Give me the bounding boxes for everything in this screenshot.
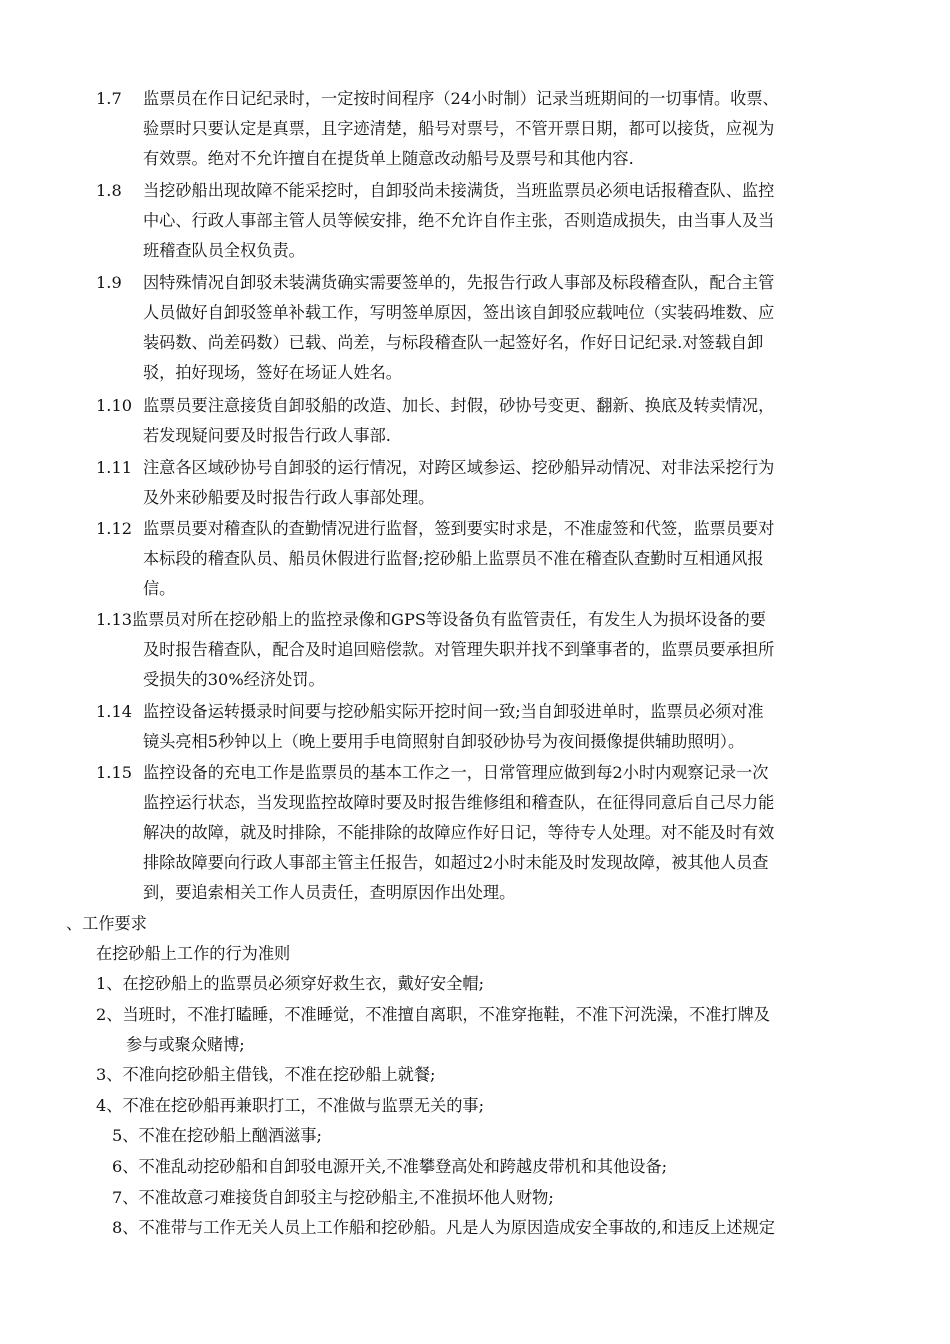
rule-line: 1、在挖砂船上的监票员必须穿好救生衣，戴好安全帽; [96, 974, 485, 993]
item-text-line: 监票员要对稽查队的查勤情况进行监督，签到要实时求是，不准虚签和代签，监票员要对 [143, 519, 775, 538]
item-number: 1.10 [96, 396, 133, 415]
item-text-line: 人员做好自卸驳签单补载工作，写明签单原因，签出该自卸驳应载吨位（实装码堆数、应 [143, 303, 775, 322]
item-text-line: 监控设备运转摄录时间要与挖砂船实际开挖时间一致;当自卸驳进单时，监票员必须对准 [143, 702, 764, 721]
item-text-line: 镜头亮相5秒钟以上（晚上要用手电筒照射自卸驳砂协号为夜间摄像提供辅助照明）。 [143, 732, 745, 751]
item-text-line: 监票员在作日记纪录时，一定按时间程序（24小时制）记录当班期间的一切事情。收票、 [143, 89, 779, 108]
rule-line: 3、不准向挖砂船主借钱，不准在挖砂船上就餐; [96, 1065, 436, 1084]
item-text-line: 有效票。绝对不允许擅自在提货单上随意改动船号及票号和其他内容. [143, 149, 634, 168]
rule-line: 6、不准乱动挖砂船和自卸驳电源开关,不准攀登高处和跨越皮带机和其他设备; [112, 1157, 668, 1176]
section-heading: 、工作要求 [66, 914, 147, 933]
rule-line: 4、不准在挖砂船再兼职打工，不准做与监票无关的事; [96, 1096, 485, 1115]
item-text-line: 驳，拍好现场，签好在场证人姓名。 [143, 363, 402, 382]
item-number: 1.11 [96, 458, 133, 477]
section-subheading: 在挖砂船上工作的行为准则 [96, 944, 291, 963]
item-text-line: 装码数、尚差码数）已载、尚差，与标段稽查队一起签好名，作好日记纪录.对签载自卸 [143, 333, 764, 352]
item-text-line: 监票员要注意接货自卸驳船的改造、加长、封假，砂协号变更、翻新、换底及转卖情况， [143, 396, 775, 415]
item-number: 1.12 [96, 519, 133, 538]
item-number: 1.7 [96, 89, 122, 108]
item-number: 1.8 [96, 181, 122, 200]
item-text-line: 若发现疑问要及时报告行政人事部. [143, 426, 391, 445]
item-first-line: 1.13监票员对所在挖砂船上的监控录像和GPS等设备负有监管责任，有发生人为损坏设备的要 [96, 610, 766, 629]
item-number: 1.9 [96, 273, 122, 292]
item-text-line: 监控运行状态，当发现监控故障时要及时报告维修组和稽查队，在征得同意后自己尽力能 [143, 793, 775, 812]
item-text-line: 监控设备的充电工作是监票员的基本工作之一，日常管理应做到每2小时内观察记录一次 [143, 763, 769, 782]
item-text-line: 注意各区域砂协号自卸驳的运行情况，对跨区域参运、挖砂船异动情况、对非法采挖行为 [143, 458, 775, 477]
item-text-line: 本标段的稽查队员、船员休假进行监督;挖砂船上监票员不准在稽查队查勤时互相通风报 [143, 549, 764, 568]
item-text-line: 解决的故障，就及时排除，不能排除的故障应作好日记，等待专人处理。对不能及时有效 [143, 823, 775, 842]
item-text-line: 排除故障要向行政人事部主管主任报告，如超过2小时未能及时发现故障，被其他人员查 [143, 853, 769, 872]
item-text-line: 当挖砂船出现故障不能采挖时，自卸驳尚未接满货，当班监票员必须电话报稽查队、监控 [143, 181, 775, 200]
rule-line: 8、不准带与工作无关人员上工作船和挖砂船。凡是人为原因造成安全事故的,和违反上述规定 [112, 1218, 775, 1237]
rule-line: 5、不准在挖砂船上酗酒滋事; [112, 1126, 323, 1145]
item-text-line: 到，要追索相关工作人员责任，查明原因作出处理。 [143, 883, 516, 902]
item-number: 1.15 [96, 763, 133, 782]
item-number: 1.14 [96, 702, 133, 721]
item-text-line: 信。 [143, 579, 176, 598]
item-text-line: 中心、行政人事部主管人员等候安排，绝不允许自作主张，否则造成损失，由当事人及当 [143, 211, 775, 230]
item-text-line: 受损失的30%经济处罚。 [143, 670, 325, 689]
item-text-line: 因特殊情况自卸驳未装满货确实需要签单的，先报告行政人事部及标段稽查队，配合主管 [143, 273, 775, 292]
rule-line: 2、当班时，不准打瞌睡，不准睡觉，不准擅自离职，不准穿拖鞋，不准下河洗澡，不准打牌及 [96, 1005, 770, 1024]
rule-line: 7、不准故意刁难接货自卸驳主与挖砂船主,不准损坏他人财物; [112, 1188, 554, 1207]
item-text-line: 及时报告稽查队，配合及时追回赔偿款。对管理失职并找不到肇事者的，监票员要承担所 [143, 640, 775, 659]
item-text-line: 验票时只要认定是真票，且字迹清楚，船号对票号，不管开票日期，都可以接货，应视为 [143, 119, 775, 138]
item-text-line: 及外来砂船要及时报告行政人事部处理。 [143, 488, 435, 507]
item-text-line: 班稽查队员全权负责。 [143, 241, 305, 260]
rule-line: 参与或聚众赌博; [126, 1035, 245, 1054]
